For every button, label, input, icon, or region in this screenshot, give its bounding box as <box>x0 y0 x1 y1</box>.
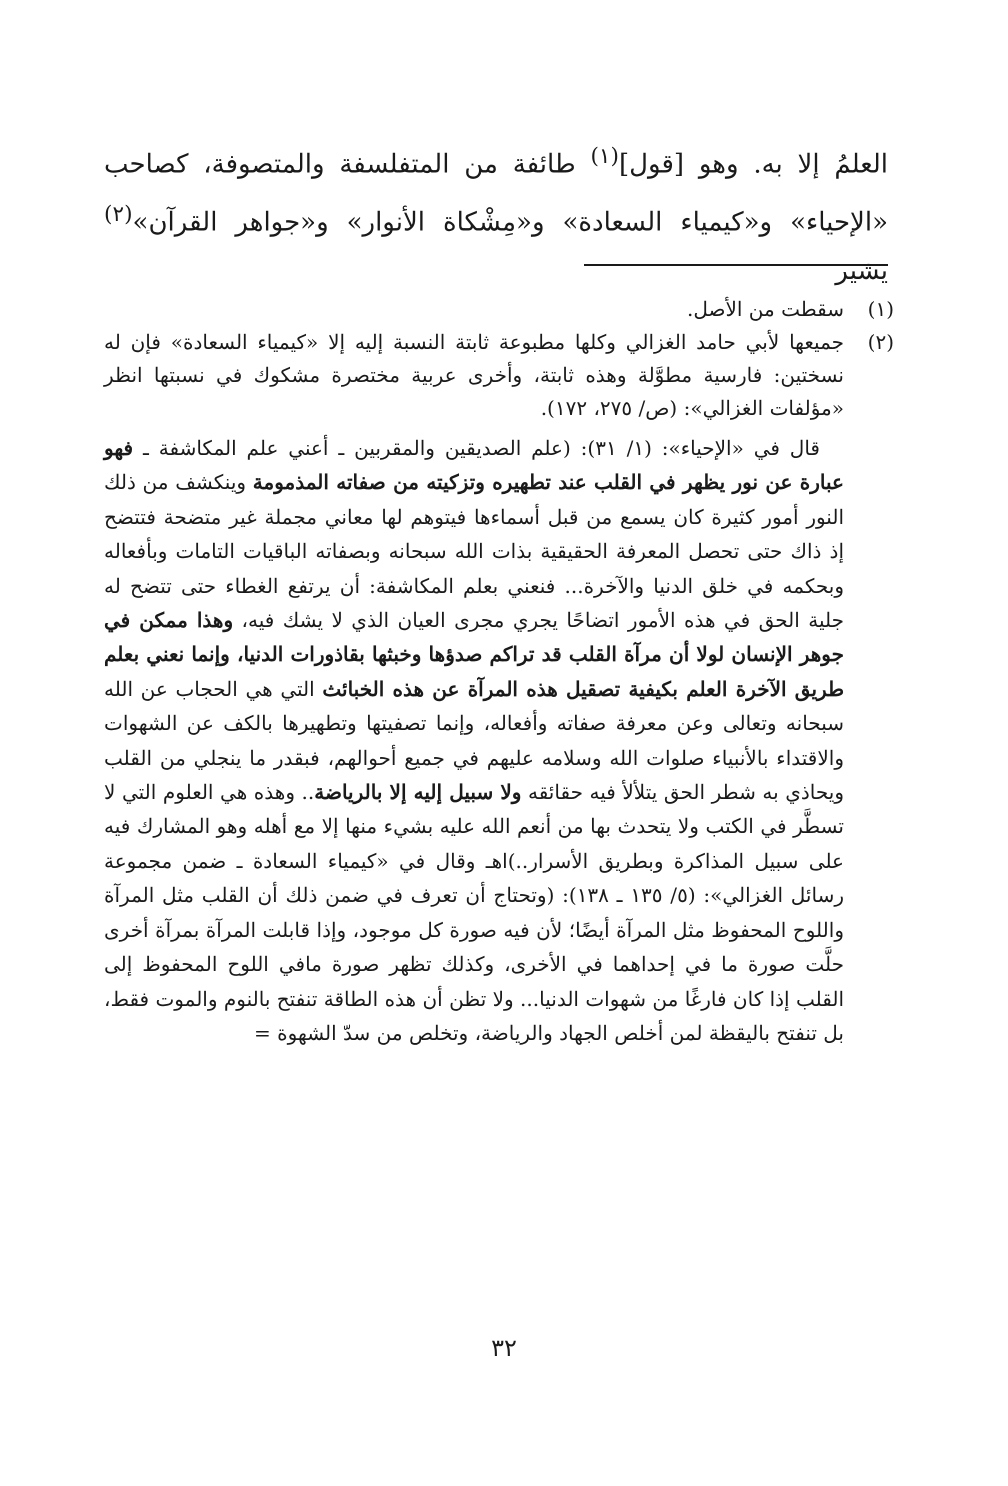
footnote-text: سقطت من الأصل. <box>686 297 844 321</box>
main-text-part-3: يشير <box>835 256 888 287</box>
footnote-ref-2[interactable]: (٢) <box>104 201 133 227</box>
quote-segment: .. وهذه هي العلوم التي لا تسطَّر في الكتب ولا يتحدث بها من أنعم الله عليه بشيء منها إلا مع أهله وهو المشارك فيه على سبيل المذاكرة وبطريق الأسرار..)اهـ وقال في «كيمياء السعادة ـ ضمن مجموعة رسائل الغزالي»: (٥/ ١٣٥ ـ ١٣٨): (وتحتاج أن تعرف في ضمن ذلك أن القلب مثل المرآة واللوح المحفوظ مثل المرآة أيضًا؛ لأن فيه صورة كل موجود، وإذا قابلت المرآة بمرآة أخرى حلَّت صورة ما في إحداهما في الأخرى، وكذلك تظهر صورة مافي اللوح المحفوظ إلى القلب إذا كان فارغًا من شهوات الدنيا... ولا تظن أن هذه الطاقة تنفتح بالنوم والموت فقط، بل تنفتح باليقظة لمن أخلص الجهاد والرياضة، وتخلص من سدّ الشهوة = <box>104 780 844 1045</box>
footnote-separator <box>584 264 888 266</box>
footnote-1 <box>104 293 894 326</box>
page-number: ٣٢ <box>491 1334 517 1362</box>
footnote-number: (١) <box>867 297 894 321</box>
footnotes-section <box>104 293 894 1050</box>
main-text-part-1: العلمُ إلا به. وهو [قول] <box>619 149 888 180</box>
quote-segment-bold: وهذا ممكن في جوهر الإنسان لولا أن مرآة القلب قد تراكم صدؤها وخبثها بقاذورات الدنيا، وإنما نعني بعلم طريق الآخرة العلم بكيفية تصقيل هذه المرآة عن هذه الخبائث <box>104 608 844 701</box>
footnote-text: جميعها لأبي حامد الغزالي وكلها مطبوعة ثابتة النسبة إليه إلا «كيمياء السعادة» فإن له نسختين: فارسية مطوَّلة وهذه ثابتة، وأخرى عربية مختصرة مشكوك في نسبتها انظر «مؤلفات الغزالي»: (ص/ ٢٧٥، ١٧٢). <box>104 330 845 420</box>
footnote-ref-1[interactable]: (١) <box>590 144 619 169</box>
quote-segment: قال في «الإحياء»: (١/ ٣١): (علم الصديقين والمقربين ـ أعني علم المكاشفة ـ <box>133 436 820 460</box>
quote-segment-bold: ولا سبيل إليه إلا بالرياضة <box>314 780 522 805</box>
main-paragraph <box>104 132 888 296</box>
main-text-part-2: طائفة من المتفلسفة والمتصوفة، كصاحب «الإحياء» و«كيمياء السعادة» و«مِشْكاة الأنوار» و«جواهر القرآن» <box>104 149 888 238</box>
quote-segment: وينكشف من ذلك النور أمور كثيرة كان يسمع من قبل أسماءها فيتوهم لها معاني مجملة غير متضحة فتتضح إذ ذاك حتى تحصل المعرفة الحقيقية بذات الله سبحانه وبصفاته الباقيات التامات وبأفعاله وبحكمه في خلق الدنيا والآخرة... فنعني بعلم المكاشفة: أن يرتفع الغطاء حتى تتضح له جلية الحق في هذه الأمور اتضاحًا يجري مجرى العيان الذي لا يشك فيه، <box>104 470 845 633</box>
footnote-2-continuation <box>104 431 844 1050</box>
quote-segment-bold: فهو عبارة عن نور يظهر في القلب عند تطهيره وتزكيته من صفاته المذمومة <box>104 436 844 495</box>
footnote-2 <box>104 326 894 425</box>
quote-segment: التي هي الحجاب عن الله سبحانه وتعالى وعن معرفة صفاته وأفعاله، وإنما تصفيتها وتطهيرها بالكف عن الشهوات والاقتداء بالأنبياء صلوات الله وسلامه عليهم في جميع أحوالهم، فبقدر ما ينجلي من القلب ويحاذي به شطر الحق يتلألأ فيه حقائقه <box>104 676 845 805</box>
footnote-number: (٢) <box>867 330 894 354</box>
